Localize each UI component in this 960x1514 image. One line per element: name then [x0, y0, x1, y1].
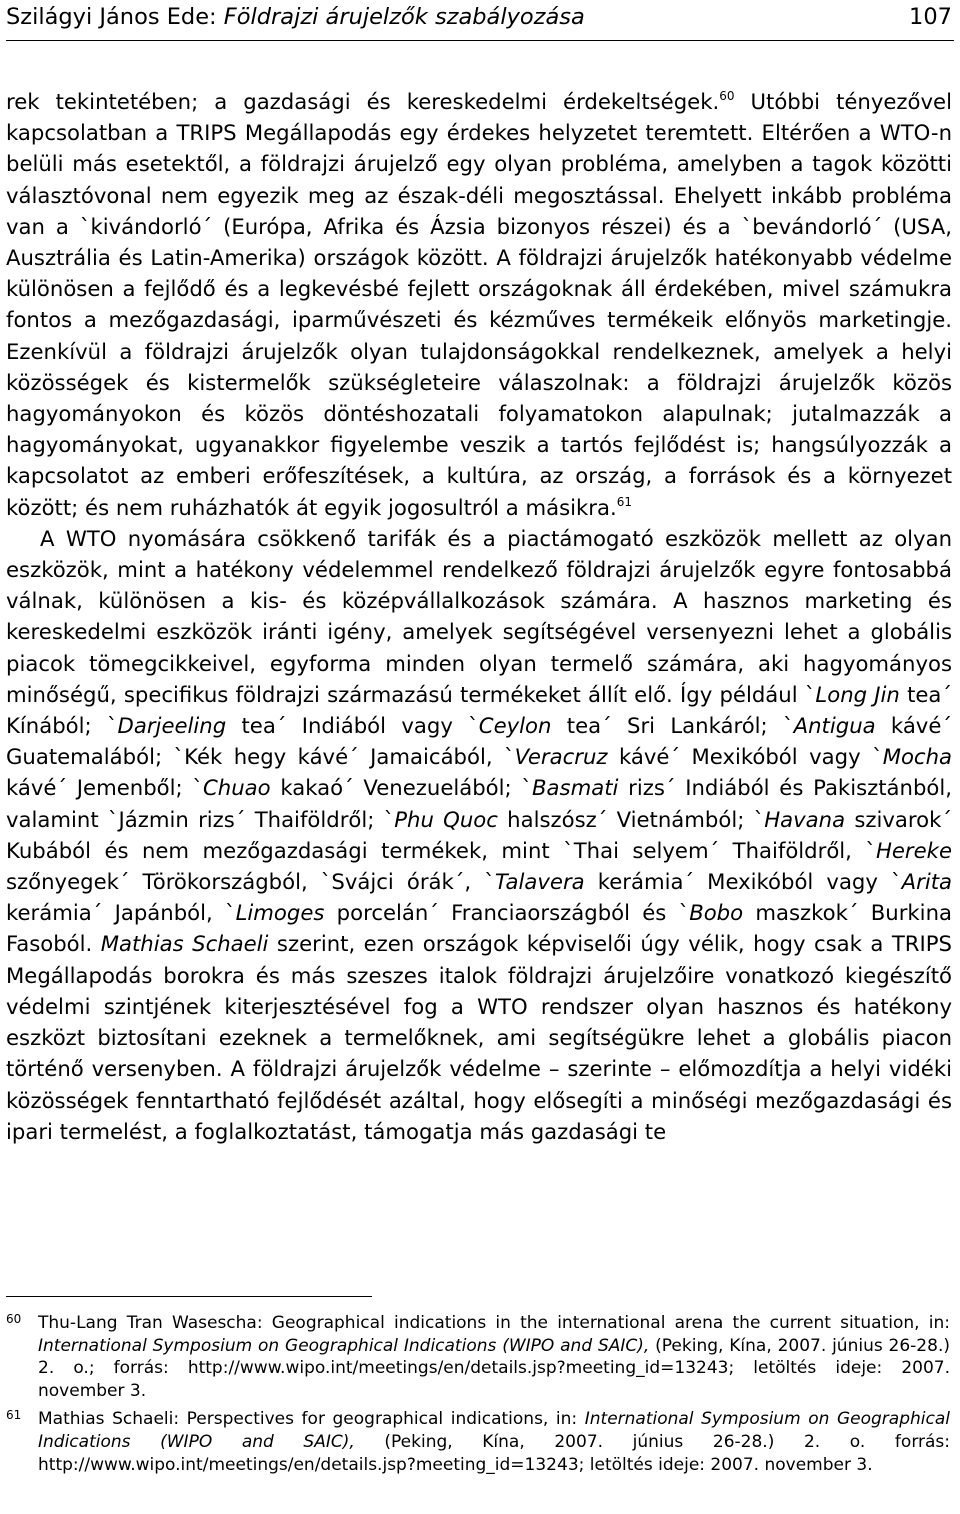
italic-term: Arita	[901, 869, 952, 895]
italic-term: Chuao	[202, 775, 271, 801]
header-title: Földrajzi árujelzők szabályozása	[223, 4, 585, 30]
text-run: kávé´ Guatemalából; `Kék hegy kávé´ Jamaicából, `	[6, 713, 952, 770]
footnote-61	[6, 1408, 950, 1476]
italic-term: Havana	[764, 806, 846, 832]
footnote-number: 60	[6, 1312, 22, 1326]
text-run: szerint, ezen országok képviselői úgy vélik, hogy csak a TRIPS Megállapodás borokra és más szeszes italok földrajzi árujelzőire vonatkozó kiegészítő védelmi szintjének kiterjesztésével fog a WTO rendszer olyan hasznos és hatékony eszközt biztosítani ezeknek a termelőknek, ami segítségükre lehet a globális piacon történő versenyben. A földrajzi árujelzők védelme – szerinte – előmozdítja a helyi vidéki közösségek fenntartható fejlődését azáltal, hogy elősegíti a minőségi mezőgazdasági és ipari termelést, a foglalkoztatást, támogatja más gazdasági te	[6, 931, 952, 1144]
header-rule	[6, 40, 954, 41]
footnote-ref-60[interactable]: 60	[719, 89, 735, 103]
italic-term: Antigua	[793, 713, 876, 739]
italic-term: Basmati	[532, 775, 619, 801]
text-run: szivarok´ Kubából és nem mezőgazdasági termékek, mint `Thai selyem´ Thaiföldről, `	[6, 806, 952, 863]
header-author: Szilágyi János Ede:	[6, 4, 224, 30]
text-run: maszkok´ Burkina Fasoból.	[6, 900, 952, 957]
paragraph-1-text-b: Utóbbi tényezővel kapcsolatban a TRIPS Megállapodás egy érdekes helyzetet teremtett. Eltérően a WTO-n belüli más esetektől, a földrajzi árujelző egy olyan probléma, amelyben a tagok közötti választóvonal nem egyezik meg az észak-déli megosztással. Ehelyett inkább probléma van a `kivándorló´ (Európa, Afrika és Ázsia bizonyos részei) és a `bevándorló´ (USA, Ausztrália és Latin-Amerika) országok között. A földrajzi árujelzők hatékonyabb védelme különösen a fejlődő és a legkevésbé fejlett országoknak áll érdekében, mivel számukra fontos a mezőgazdasági, iparművészeti és kézműves termékeik előnyös marketingje. Ezenkívül a földrajzi árujelzők olyan tulajdonságokkal rendelkeznek, amelyek a helyi közösségek és kistermelők szükségleteire válaszolnak: a földrajzi árujelzők közös hagyományokon és közös döntéshozatali folyamatokon alapulnak; jutalmazzák a hagyományokat, ugyanakkor figyelembe veszik a tartós fejlődést is; hangsúlyozzák a kapcsolatot az emberi erőfeszítések, a kultúra, az ország, a források és a környezet között; és nem ruházhatók át egyik jogosultról a másikra.	[6, 89, 952, 520]
footnote-text: Mathias Schaeli: Perspectives for geographical indications, in:	[38, 1409, 585, 1430]
text-run: kávé´ Jemenből; `	[6, 775, 203, 801]
main-text	[6, 86, 952, 1147]
text-run: halszósz´ Vietnámból; `	[497, 806, 765, 832]
footnote-text: (Peking, Kína, 2007. június 26-28.) 2. o.; forrás: http://www.wipo.int/meetings/en/details.jsp?meeting_id=13243; letöltés ideje: 2007. november 3.	[38, 1335, 950, 1401]
footnote-text: Thu-Lang Tran Wasescha: Geographical indications in the international arena the current situation, in:	[38, 1313, 950, 1333]
text-run: rizs´ Indiából és Pakisztánból, valamint `Jázmin rizs´ Thaiföldről; `	[6, 775, 953, 832]
paragraph-2	[6, 523, 952, 1147]
italic-term: Veracruz	[514, 744, 608, 770]
italic-term: Long Jin	[815, 681, 900, 707]
text-run: tea´ Sri Lankáról; `	[551, 713, 794, 739]
italic-term: Limoges	[235, 900, 325, 926]
footnote-source-title: International Symposium on Geographical Indications (WIPO and SAIC),	[38, 1335, 650, 1356]
italic-term: Talavera	[494, 869, 585, 895]
running-header	[6, 0, 952, 38]
footnotes	[6, 1312, 950, 1482]
footnote-separator	[6, 1296, 372, 1297]
text-run: kerámia´ Mexikóból vagy `	[584, 869, 902, 895]
italic-term: Mathias Schaeli	[100, 931, 269, 957]
footnote-ref-61[interactable]: 61	[616, 494, 632, 509]
page-number: 107	[909, 4, 952, 30]
paragraph-1-text-a: rek tekintetében; a gazdasági és kereskedelmi érdekeltségek.	[6, 89, 720, 114]
text-run: szőnyegek´ Törökországból, `Svájci órák´, `	[6, 869, 495, 895]
text-run: tea´ Kínából; `	[6, 681, 953, 739]
text-run: kakaó´ Venezuelából; `	[270, 775, 533, 801]
italic-term: Hereke	[875, 837, 952, 863]
text-run: A WTO nyomására csökkenő tarifák és a piactámogató eszközök mellett az olyan eszközök, mint a hatékony védelemmel rendelkező földrajzi árujelzők egyre fontosabbá válnak, különösen a kis- és középvállalkozások számára. A hasznos marketing és kereskedelmi eszközök iránti igény, amelyek segítségével versenyezni lehet a globális piacok tömegcikkeivel, egyforma minden olyan termelő számára, aki hagyományos minőségű, specifikus földrajzi származású termékeket állít elő. Így például `	[6, 525, 952, 707]
footnote-source-title: International Symposium on Geographical Indications (WIPO and SAIC),	[38, 1409, 950, 1452]
italic-term: Ceylon	[478, 713, 552, 739]
text-run: kerámia´ Japánból, `	[6, 900, 236, 926]
italic-term: Phu Quoc	[394, 806, 498, 832]
text-run: kávé´ Mexikóból vagy `	[607, 744, 883, 770]
italic-term: Darjeeling	[117, 713, 227, 739]
text-run: tea´ Indiából vagy `	[226, 713, 479, 739]
italic-term: Bobo	[689, 900, 744, 926]
text-run: porcelán´ Franciaországból és `	[324, 900, 690, 926]
italic-term: Mocha	[882, 744, 952, 770]
footnote-60	[6, 1312, 950, 1402]
footnote-number: 61	[6, 1408, 22, 1423]
paragraph-1	[6, 86, 952, 523]
footnote-text: (Peking, Kína, 2007. június 26-28.) 2. o. forrás: http://www.wipo.int/meetings/en/details.jsp?meeting_id=13243; letöltés ideje: 2007. november 3.	[38, 1431, 950, 1475]
